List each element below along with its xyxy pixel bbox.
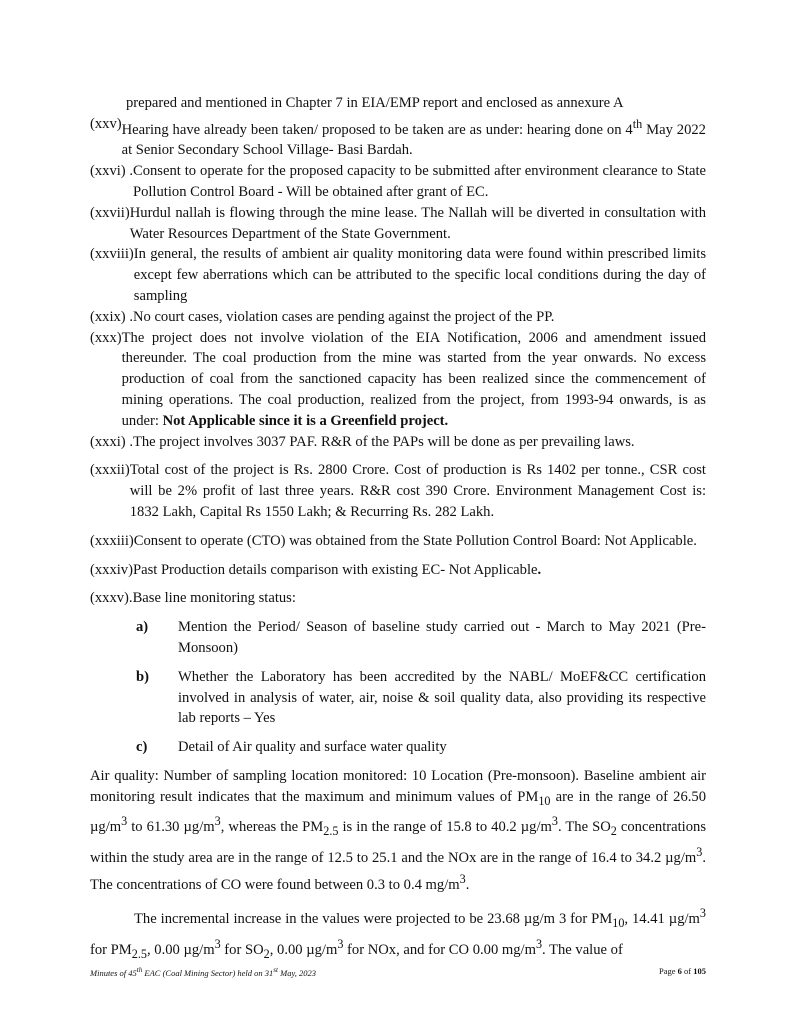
page-footer: [90, 966, 706, 978]
footer-meeting-title: Minutes of 45th EAC (Coal Mining Sector) held on 31st May, 2023: [90, 966, 317, 978]
item-xxix: (xxix) . No court cases, violation cases are pending against the project of the PP.: [90, 308, 555, 325]
item-xxxiv: (xxxiv) Past Production details comparison with existing EC- Not Applicable.: [90, 561, 542, 578]
item-xxxiii: (xxxiii) Consent to operate (CTO) was obtained from the State Pollution Control Board: Not Applicable.: [90, 532, 697, 549]
item-xxxi: (xxxi) . The project involves 3037 PAF. R&R of the PAPs will be done as per prevailing laws.: [90, 433, 635, 450]
page-number: Page 6 of 105: [659, 966, 706, 976]
air-quality-paragraph: Air quality: Number of sampling location monitored: 10 Location (Pre-monsoon). Baseline ambient air monitoring result indicates that the maximum and minimum values of $PM_{10}$ are in the range of 26.50 $\mu g/m^3$ to 61.30 $\mu g/m^3$, whereas the $PM_{2.5}$ is in the range of 15.8 to 40.2 $\mu g/m^3$. The $SO_2$ concentrations within the study area are in the range of 12.5 to 25.1 and the NOx are in the range of 16.4 to 34.2 $\mu g/m^3$. The concentrations of CO were found between 0.3 to 0.4 $mg/m^3$.: [90, 767, 707, 893]
subitem-c: c) Detail of Air quality and surface water quality: [136, 739, 447, 756]
incremental-paragraph: The incremental increase in the values were projected to be 23.68 µg/m 3 for $PM_{10}$, 14.41 $\mu g/m^3$ for $PM_{2.5}$, 0.00 $\mu g/m^3$ for $SO_2$, 0.00 $\mu g/m^3$ for NOx, and for CO 0.00 $mg/m^3$. The value of: [90, 906, 706, 961]
continuation-line: prepared and mentioned in Chapter 7 in EIA/EMP report and enclosed as annexure A: [126, 95, 624, 111]
item-xxvii: (xxvii) Hurdul nallah is flowing through the mine lease. The Nallah will be diverted in consultation with Water Resources Department of the State Government.: [90, 204, 706, 242]
document-body: [90, 93, 706, 964]
item-xxv: (xxv) Hearing have already been taken/ proposed to be taken are as under: hearing done on 4th May 2022 at Senior Secondary School Village- Basi Bardah.: [90, 115, 706, 159]
item-xxviii: (xxviii) In general, the results of ambient air quality monitoring data were found within prescribed limits except few aberrations which can be attributed to the specific local conditions during the day of sampling: [90, 246, 706, 305]
item-xxx: (xxx) The project does not involve violation of the EIA Notification, 2006 and amendment issued thereunder. The coal production from the mine was started from the year onwards. No excess production of coal from the sanctioned capacity has been realized since the commencement of mining operations. The coal production, realized from the project, from 1993-94 onwards, is as under: Not Applicable since it is a Greenfield project.: [90, 329, 706, 429]
subitem-b: b) Whether the Laboratory has been accredited by the NABL/ MoEF&CC certification involved in analysis of water, air, noise & soil quality data, also providing its respective lab reports – Yes: [136, 668, 706, 727]
item-xxxii: (xxxii) Total cost of the project is Rs. 2800 Crore. Cost of production is Rs 1402 per tonne., CSR cost will be 2% profit of last three years. R&R cost 390 Crore. Environment Management Cost is: 1832 Lakh, Capital Rs 1550 Lakh; & Recurring Rs. 282 Lakh.: [90, 462, 706, 520]
item-xxvi: (xxvi) . Consent to operate for the proposed capacity to be submitted after environment clearance to State Pollution Control Board - Will be obtained after grant of EC.: [90, 163, 706, 201]
item-xxxv: (xxxv). Base line monitoring status:: [90, 590, 296, 607]
subitem-a: a) Mention the Period/ Season of baseline study carried out - March to May 2021 (Pre-Monsoon): [136, 619, 706, 656]
